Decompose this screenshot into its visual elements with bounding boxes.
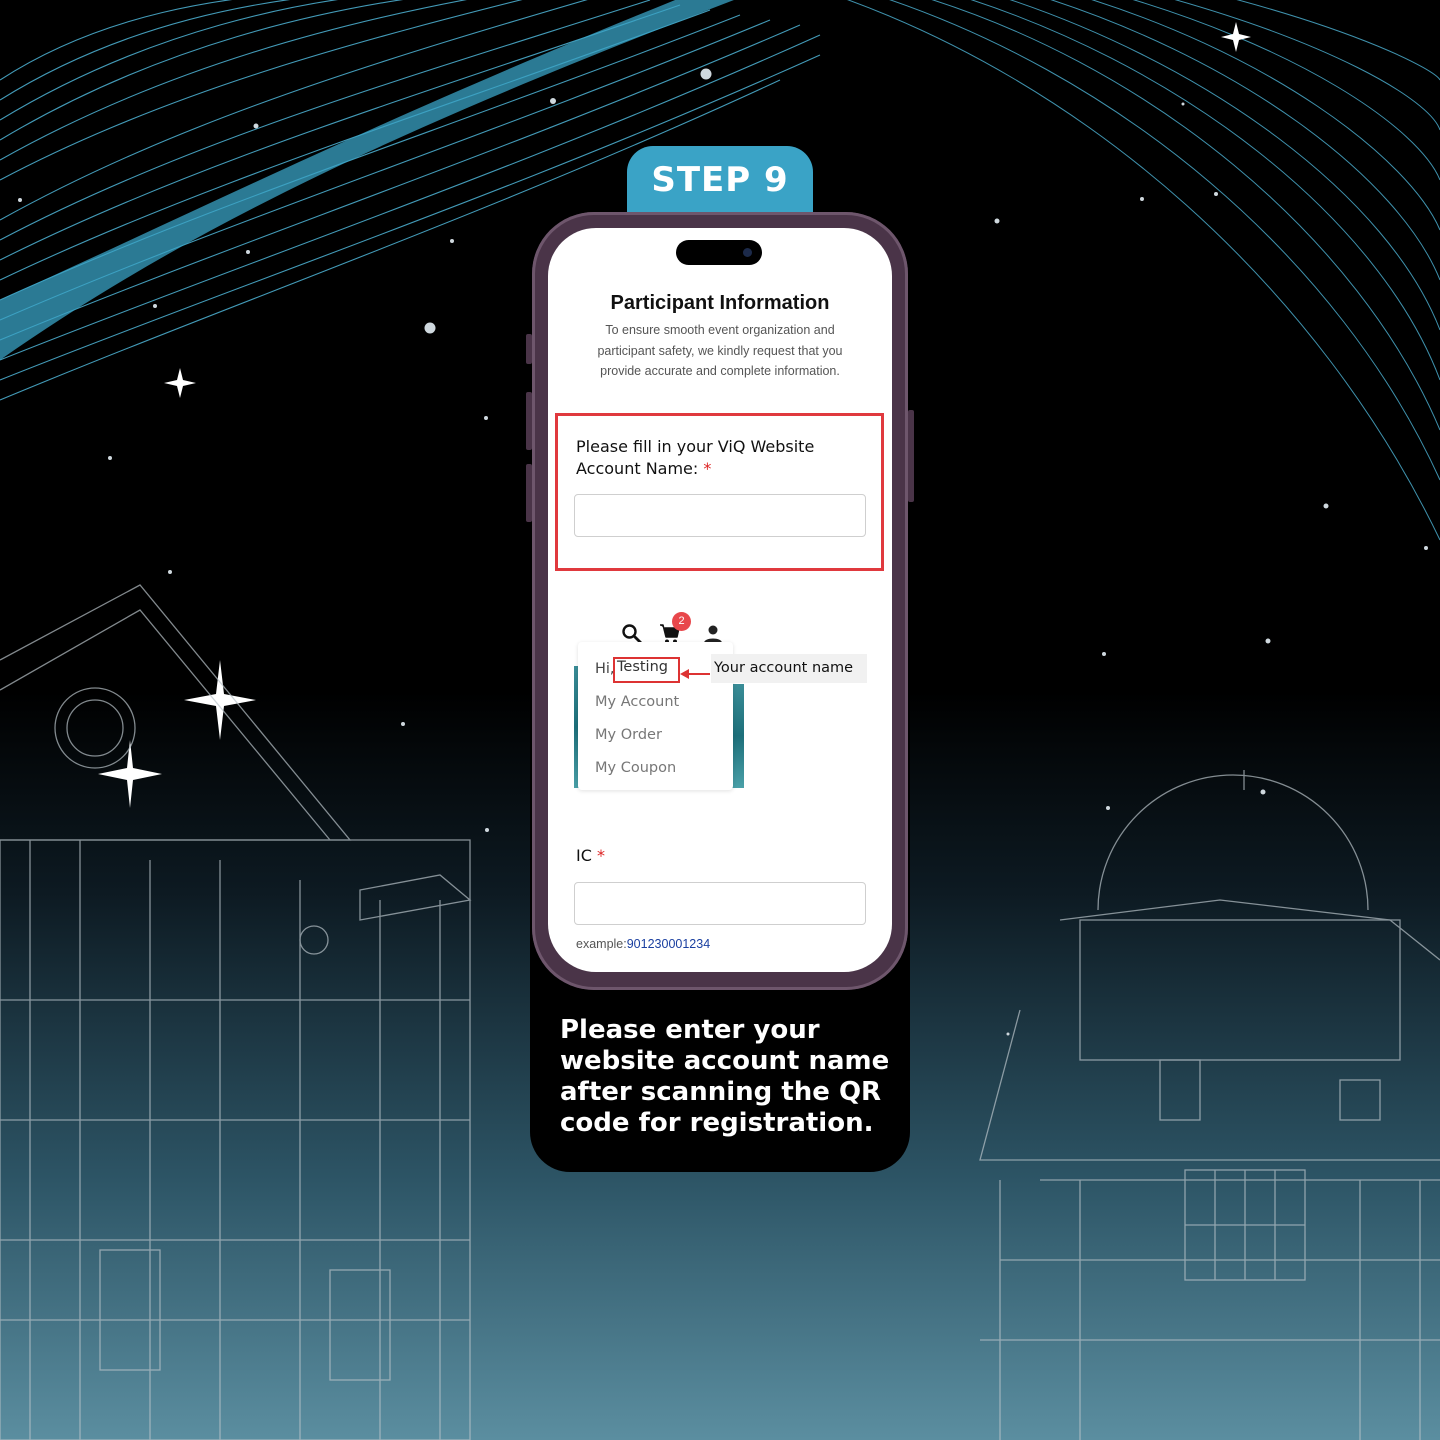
menu-item-my-coupon[interactable]: My Coupon: [595, 760, 677, 776]
ic-hint-number: 901230001234: [626, 937, 711, 951]
account-name-label-text: Please fill in your ViQ Website Account Name:: [576, 437, 815, 478]
pointer-arrow-line: [688, 673, 710, 675]
phone-volume-up: [526, 392, 532, 450]
ic-hint-prefix: example:: [576, 937, 627, 951]
form-title: Participant Information: [610, 292, 830, 314]
phone-power-button: [908, 410, 914, 502]
phone-screen: [548, 228, 892, 972]
ic-input[interactable]: [574, 882, 866, 925]
account-user-name: Testing: [617, 659, 668, 675]
form-description: To ensure smooth event organization and participant safety, we kindly request that you provide accurate and complete information.: [597, 323, 843, 378]
ic-label-text: IC: [576, 846, 592, 865]
background-banner-right: [732, 684, 744, 788]
phone-action-button: [526, 334, 532, 364]
ic-required-mark: *: [596, 846, 605, 865]
dynamic-island: [676, 240, 762, 265]
account-name-label: [576, 436, 856, 480]
camera-icon: [743, 248, 752, 257]
step-badge: STEP 9: [627, 146, 813, 218]
ic-hint: [576, 937, 710, 951]
pointer-arrow-icon: [680, 669, 689, 679]
account-name-callout: Your account name: [711, 654, 867, 683]
account-name-input[interactable]: [574, 494, 866, 537]
phone-volume-down: [526, 464, 532, 522]
instruction-caption: Please enter your website account name after scanning the QR code for registration.: [560, 1015, 890, 1138]
required-mark: *: [703, 459, 712, 478]
menu-item-my-order[interactable]: My Order: [595, 727, 662, 743]
greeting-text: Hi,: [595, 661, 615, 677]
menu-item-my-account[interactable]: My Account: [595, 694, 680, 710]
cart-count-badge: 2: [672, 612, 691, 631]
ic-label: [576, 846, 605, 865]
